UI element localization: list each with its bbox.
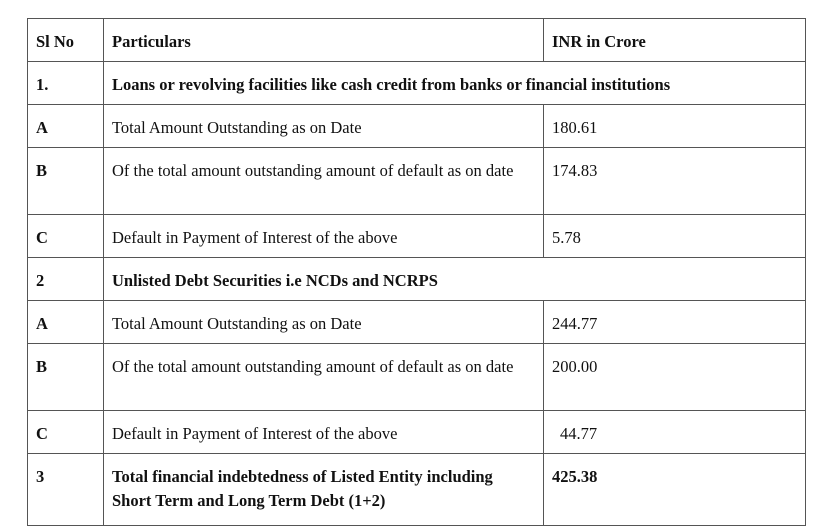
row-amount: 425.38 [544,454,806,526]
table-row [28,411,806,454]
row-particulars: Loans or revolving facilities like cash credit from banks or financial institutions [104,62,806,105]
table-row [28,105,806,148]
row-amount: 244.77 [544,301,806,344]
header-row [28,19,806,62]
row-particulars: Total financial indebtedness of Listed Entity including Short Term and Long Term Debt (1+2) [104,454,544,526]
row-sl: 3 [28,454,104,526]
row-particulars: Default in Payment of Interest of the above [104,411,544,454]
row-sl: 2 [28,258,104,301]
total-row [28,454,806,526]
row-particulars: Unlisted Debt Securities i.e NCDs and NCRPS [104,258,806,301]
row-particulars: Of the total amount outstanding amount of default as on date [104,344,544,411]
header-amount: INR in Crore [544,19,806,62]
table-row [28,148,806,215]
row-amount: 200.00 [544,344,806,411]
row-particulars: Total Amount Outstanding as on Date [104,105,544,148]
row-amount: 174.83 [544,148,806,215]
row-particulars: Default in Payment of Interest of the above [104,215,544,258]
section-row-unlisted-debt [28,258,806,301]
header-particulars: Particulars [104,19,544,62]
section-row-loans [28,62,806,105]
row-particulars: Of the total amount outstanding amount of default as on date [104,148,544,215]
row-sl: C [28,215,104,258]
table-row [28,301,806,344]
row-sl: 1. [28,62,104,105]
row-sl: B [28,344,104,411]
row-amount: 44.77 [544,411,806,454]
header-sl-no: Sl No [28,19,104,62]
row-sl: C [28,411,104,454]
table-row [28,344,806,411]
indebtedness-table [27,18,806,526]
row-sl: A [28,105,104,148]
row-amount: 180.61 [544,105,806,148]
row-sl: B [28,148,104,215]
table-row [28,215,806,258]
row-particulars: Total Amount Outstanding as on Date [104,301,544,344]
row-amount: 5.78 [544,215,806,258]
row-sl: A [28,301,104,344]
